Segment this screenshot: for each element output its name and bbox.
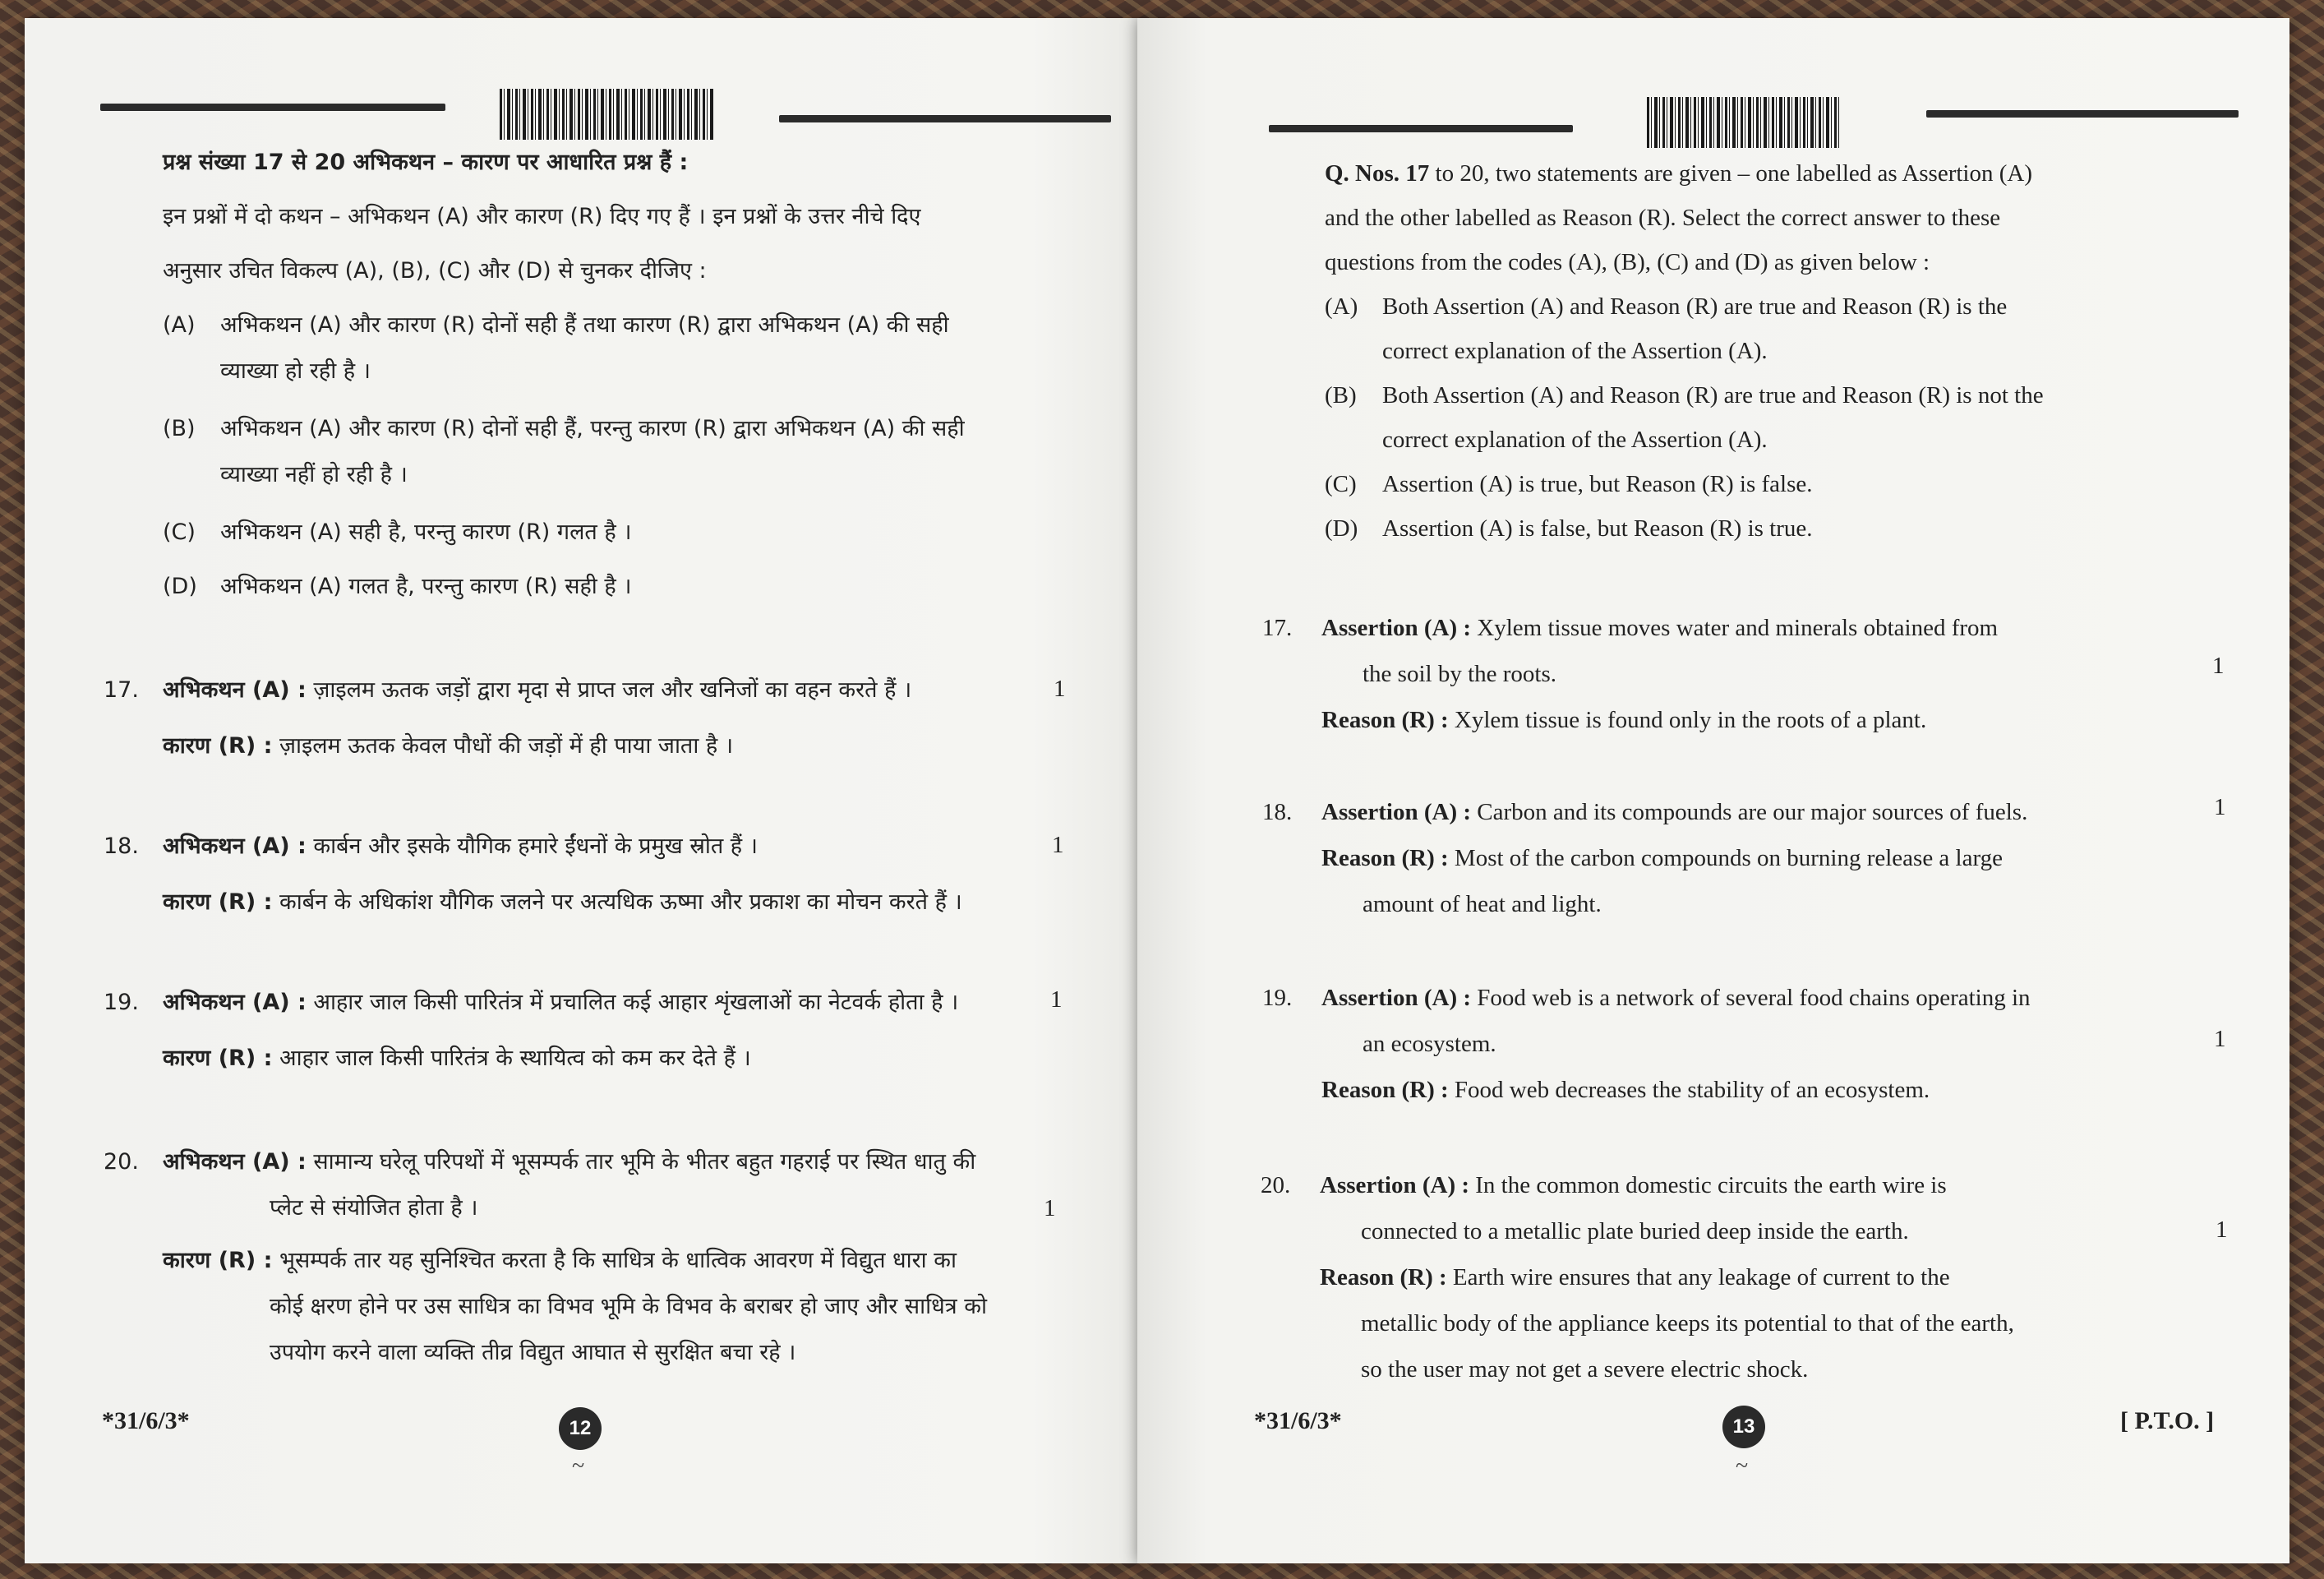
option-a: (A) Both Assertion (A) and Reason (R) are true and Reason (R) is the correct explanation of the Assertion (A). [1325, 293, 2008, 364]
left-page [25, 18, 1144, 1563]
instructions-line: questions from the codes (A), (B), (C) and (D) as given below : [1325, 249, 1930, 275]
question-17: 17. अभिकथन (A) : ज़ाइलम ऊतक जड़ों द्वारा मृदा से प्राप्त जल और खनिजों का वहन करते हैं । कारण (R) : ज़ाइलम ऊतक केवल पौधों की जड़ों में ही पाया जाता है । [104, 677, 912, 759]
question-19: 19. Assertion (A) : Food web is a network of several food chains operating in an ecosystem. Reason (R) : Food web decreases the stability of an ecosystem. [1262, 985, 2031, 1103]
question-18: 18. Assertion (A) : Carbon and its compounds are our major sources of fuels. Reason (R) : Most of the carbon compounds on burning release a large amount of heat and light. [1262, 799, 2028, 917]
marks-18: 1 [1052, 832, 1064, 858]
page-number: 13 [1722, 1406, 1765, 1448]
top-rule-left [1269, 125, 1573, 132]
question-18: 18. अभिकथन (A) : कार्बन और इसके यौगिक हमारे ईंधनों के प्रमुख स्रोत हैं । कारण (R) : कार्बन के अधिकांश यौगिक जलने पर अत्यधिक ऊष्मा और प्रकाश का मोचन करते हैं । [104, 833, 962, 915]
instructions-hindi [163, 140, 1091, 610]
option-d: (D) Assertion (A) is false, but Reason (R) is true. [1325, 515, 1813, 542]
barcode [500, 89, 715, 140]
option-b: (B) अभिकथन (A) और कारण (R) दोनों सही हैं, परन्तु कारण (R) द्वारा अभिकथन (A) की सही व्याख्या नहीं हो रही है । [163, 416, 965, 487]
instructions-line: Q. Nos. 17 to 20, two statements are given – one labelled as Assertion (A) [1325, 160, 2032, 187]
tilde-mark: ~ [1736, 1453, 1749, 1479]
paper-code: *31/6/3* [1254, 1407, 1342, 1434]
instructions-line: अनुसार उचित विकल्प (A), (B), (C) और (D) से चुनकर दीजिए : [163, 258, 707, 284]
page-number: 12 [559, 1407, 602, 1450]
top-rule-left [100, 104, 445, 111]
please-turn-over: [ P.T.O. ] [2120, 1407, 2215, 1434]
marks-17: 1 [1054, 676, 1066, 702]
instructions-line: इन प्रश्नों में दो कथन – अभिकथन (A) और कारण (R) दिए गए हैं । इन प्रश्नों के उत्तर नीचे दिए [163, 204, 921, 229]
option-b: (B) Both Assertion (A) and Reason (R) are true and Reason (R) is not the correct explanation of the Assertion (A). [1325, 382, 2044, 453]
marks-18: 1 [2214, 794, 2226, 820]
marks-19: 1 [1050, 986, 1063, 1013]
marks-20: 1 [1044, 1195, 1056, 1221]
right-page [1137, 18, 2289, 1563]
barcode [1647, 97, 1841, 148]
instructions-line: and the other labelled as Reason (R). Select the correct answer to these [1325, 205, 2001, 231]
marks-20: 1 [2216, 1217, 2228, 1243]
paper-code: *31/6/3* [102, 1407, 190, 1434]
marks-17: 1 [2212, 653, 2225, 679]
top-rule-right [1926, 110, 2239, 118]
option-c: (C) Assertion (A) is true, but Reason (R) is false. [1325, 471, 1813, 497]
question-17: 17. Assertion (A) : Xylem tissue moves water and minerals obtained from the soil by the roots. Reason (R) : Xylem tissue is found only in the roots of a plant. [1262, 615, 1999, 733]
question-19: 19. अभिकथन (A) : आहार जाल किसी पारितंत्र में प्रचालित कई आहार शृंखलाओं का नेटवर्क होता है । कारण (R) : आहार जाल किसी पारितंत्र के स्थायित्व को कम कर देते हैं । [104, 990, 959, 1071]
instructions-english [1325, 151, 2245, 551]
marks-19: 1 [2214, 1026, 2226, 1052]
top-rule-right [779, 115, 1111, 122]
option-c: (C) अभिकथन (A) सही है, परन्तु कारण (R) गलत है । [163, 519, 632, 545]
tilde-mark: ~ [572, 1453, 585, 1479]
option-d: (D) अभिकथन (A) गलत है, परन्तु कारण (R) सही है । [163, 574, 632, 599]
instructions-heading: प्रश्न संख्या 17 से 20 अभिकथन – कारण पर आधारित प्रश्न हैं : [163, 150, 689, 175]
question-20: 20. अभिकथन (A) : सामान्य घरेलू परिपथों में भूसम्पर्क तार भूमि के भीतर बहुत गहराई पर स्थित धातु की प्लेट से संयोजित होता है । कारण (R) : भूसम्पर्क तार यह सुनिश्चित करता है कि साधित्र के धात्विक आवरण में विद्युत धारा का कोई क्षरण होने पर उस साधित्र का विभव भूमि के विभव के बराबर हो जाए और साधित्र को उपयोग करने वाला व्यक्ति तीव्र विद्युत आघात से सुरक्षित बचा रहे । [104, 1149, 987, 1365]
option-a: (A) अभिकथन (A) और कारण (R) दोनों सही हैं तथा कारण (R) द्वारा अभिकथन (A) की सही व्याख्या हो रही है । [163, 312, 949, 384]
question-20: 20. Assertion (A) : In the common domestic circuits the earth wire is connected to a metallic plate buried deep inside the earth. Reason (R) : Earth wire ensures that any leakage of current to the metallic body of the appliance keeps its potential to that of the earth, so the user may not get a severe electric shock. [1261, 1172, 2014, 1383]
